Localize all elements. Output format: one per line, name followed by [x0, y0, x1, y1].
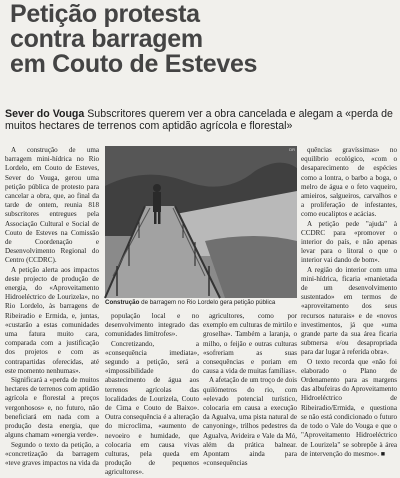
paragraph: Concretizando, a «consequência imediata», segundo a petição, será a «impossibilidade do abastecimento de água aos terrenos agrícolas das localidades de Lourizela, Couto de Cima e Couto de Baixo». Outra consequência é a alteração do microclima, «aumento de nevoeiro e humidade, que colocaria em causa vivas culturas, pela queda em produção de pequenos agricultores».: [105, 339, 199, 477]
article-column-left: [5, 146, 99, 472]
lead-place: Sever do Vouga: [5, 108, 85, 120]
headline-line-2: contra barragem: [10, 25, 203, 53]
paragraph: A construção de uma barragem mini-hídrica no Rio Lordelo, em Couto de Esteves, Sever do Vouga, gerou uma petição pública de protesto para cancelar a obra, que, ao final da tarde de ontem, reunia 818 subscritores entregues pela Associação Cultural e Social de Couto de Esteves na Comissão de Coordenação e Desenvolvimento Regional do Centro (CCDRC).: [5, 146, 99, 265]
article-column-middle-2: [203, 312, 297, 472]
caption-text: de barragem no Rio Lordelo gera petição pública: [141, 299, 276, 306]
paragraph: quências gravíssimas» no equilíbrio ecológico, «com o desaparecimento de espécies como a lontra, o barbo a boga, o melro de água e o feto vaqueiro, amieiros, salgueiros, carvalhos e a proliferação de infestantes, como eucaliptos e acácias.: [301, 146, 397, 219]
article-column-middle-1: [105, 312, 199, 477]
lead-text: Subscritores querem ver a obra cancelada e alegam a «perda de muitos hectares de terrenos com aptidão agrícola e florestal»: [5, 108, 393, 132]
paragraph: A região do interior com uma mini-hídrica, ficaria «manietada de um desenvolvimento sustentado» em termos de «aproveitamento dos seus recursos naturais» e de «novos investimentos, já que «uma grande parte da sua área ficaria submersa e/ou desapropriada para dar lugar à referida obra».: [301, 265, 397, 357]
paragraph: Significará a «perda de muitos hectares de terrenos com aptidão agrícola e florestal a preços vergonhosos» e, no futuro, não beneficiará em nada com a produção desta energia, que alguns chamam «energia verde».: [5, 376, 99, 440]
headline: [10, 2, 390, 77]
paragraph: A petição pede "ajuda" à CCDRC para «promover o interior do país, e não apenas levar para o litoral o que o interior vai dando de bom».: [301, 219, 397, 265]
photo-caption: [105, 299, 299, 307]
article-photo: [105, 146, 297, 298]
lead-paragraph: [5, 108, 395, 132]
headline-line-1: Petição protesta: [10, 0, 200, 28]
paragraph: população local e no desenvolvimento integrado das comunidades limítrofes».: [105, 312, 199, 339]
caption-label: Construção: [105, 299, 140, 306]
paragraph: A petição alerta aos impactos deste projecto de produção de energia, do «Aproveitamento Hidroeléctrico de Lourizela», no Rio Lordelo, às barragens de Ribeiradio e Ermida, e, juntas, «custarão a estas comunidades uma fatura muito cara, comparada com a justificação dos projetos e com as contrapartidas oferecidas, até este momento nenhumas».: [5, 265, 99, 375]
article-column-right: [301, 146, 397, 472]
photo-bridge-scene: [105, 146, 297, 298]
paragraph: O texto recorda que «não foi elaborado o Plano de Ordenamento para as margens das albufeiras do Aproveitamento Hidroeléctrico de Ribeiradio/Ermida, e questiona se não está condicionado o futuro de todo o Vale do Vouga e que o "Aproveitamento Hidroeléctrico de Lourizela" se sobrepõe à área de intervenção do mesmo». ■: [301, 357, 397, 458]
headline-line-3: em Couto de Esteves: [10, 50, 258, 78]
paragraph: Segundo o texto da petição, a «concretização da barragem «teve graves impactos na vida da: [5, 440, 99, 467]
paragraph: agricultores, como por exemplo em culturas de mirtilo e groselha». Também a laranja, o milho, o feijão e outras culturas «sofreriam as suas consequências e poriam em causa a vida de muitas famílias».: [203, 312, 297, 376]
paragraph: A afetação de um troço de dois quilómetros do rio, com «elevado potencial turístico, colocaria em causa a execução da Agualva, uma pista natural de canyoning», trilhos pedestres da Agualva, Avideira e Vale da Mó, além da prática balnear. Apontam ainda para «consequências: [203, 376, 297, 468]
photo-credit: DR: [289, 147, 295, 152]
